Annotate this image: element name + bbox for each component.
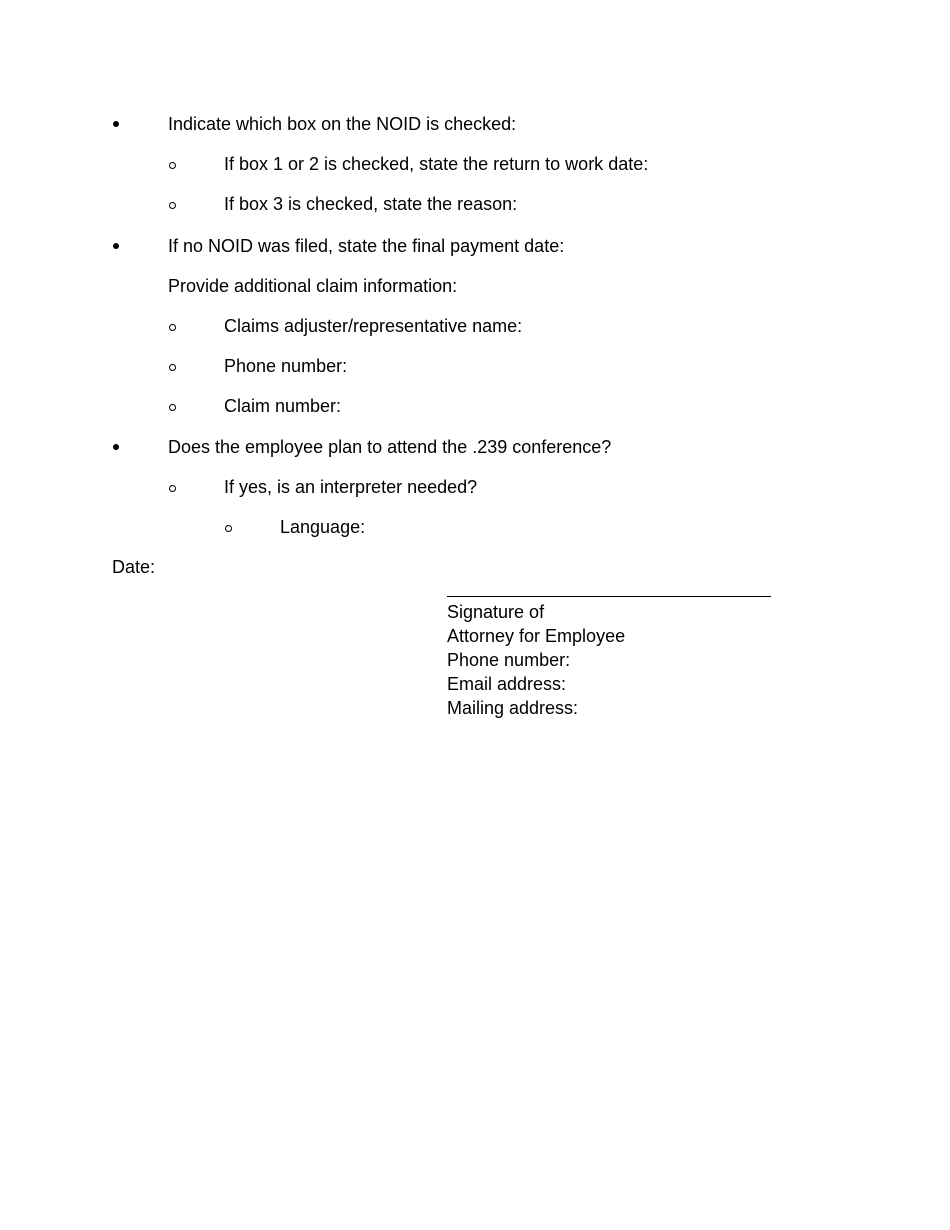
signature-of-label: Signature of [447, 602, 545, 622]
attorney-label: Attorney for Employee [447, 626, 626, 646]
circle-bullet-icon [169, 404, 176, 411]
item-interpreter-needed: If yes, is an interpreter needed? [224, 477, 478, 497]
attorney-email-label: Email address: [447, 674, 567, 694]
bullet-icon [113, 121, 119, 127]
item-box-3: If box 3 is checked, state the reason: [224, 194, 518, 214]
item-provide-additional: Provide additional claim information: [168, 276, 458, 296]
circle-bullet-icon [169, 485, 176, 492]
item-attend-conference: Does the employee plan to attend the .239 conference? [168, 437, 612, 457]
attorney-mailing-label: Mailing address: [447, 698, 579, 718]
signature-block [447, 600, 625, 720]
item-phone-number: Phone number: [224, 356, 348, 376]
item-noid-box: Indicate which box on the NOID is checked: [168, 114, 517, 134]
circle-bullet-icon [169, 202, 176, 209]
circle-bullet-icon [169, 364, 176, 371]
bullet-icon [113, 444, 119, 450]
circle-bullet-icon [169, 162, 176, 169]
item-claim-number: Claim number: [224, 396, 342, 416]
circle-bullet-icon [225, 525, 232, 532]
date-label: Date: [112, 557, 156, 577]
item-language: Language: [280, 517, 366, 537]
bullet-icon [113, 243, 119, 249]
circle-bullet-icon [169, 324, 176, 331]
signature-line [447, 596, 771, 597]
item-no-noid: If no NOID was filed, state the final payment date: [168, 236, 565, 256]
item-box-1-2: If box 1 or 2 is checked, state the return to work date: [224, 154, 649, 174]
attorney-phone-label: Phone number: [447, 650, 571, 670]
item-adjuster-name: Claims adjuster/representative name: [224, 316, 523, 336]
